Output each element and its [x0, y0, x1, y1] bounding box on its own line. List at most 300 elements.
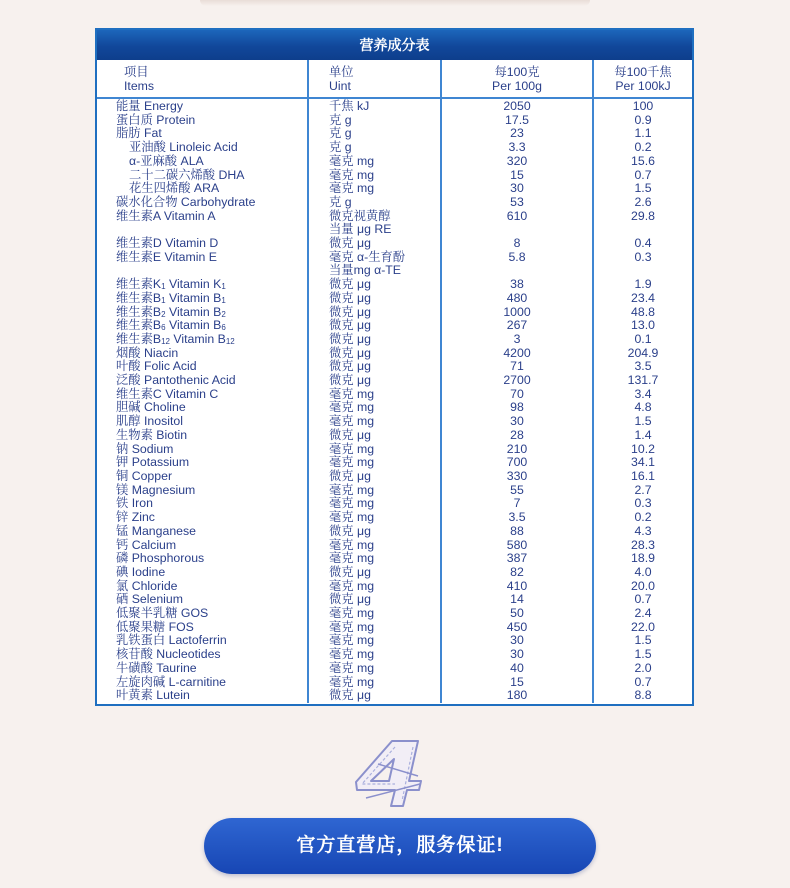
table-header [97, 60, 692, 98]
unit-text: 毫克 mg [329, 619, 375, 634]
value-per-100g: 28 [441, 429, 593, 443]
value-per-100kj: 13.0 [593, 319, 692, 333]
value-per-100kj: 29.8 [593, 210, 692, 237]
nutrient-name-text: 泛酸 Pantothenic Acid [116, 373, 236, 388]
unit-text: 毫克 mg [329, 455, 375, 470]
unit-text: 毫克 mg [329, 551, 375, 566]
nutrient-name [97, 607, 308, 621]
header-items-zh: 项目 [124, 64, 149, 79]
nutrient-name-text: 二十二碳六烯酸 DHA [129, 167, 245, 182]
nutrient-name [97, 196, 308, 210]
nutrient-name [97, 415, 308, 429]
nutrient-subscript: 2 [161, 309, 166, 319]
table-row [97, 196, 692, 210]
value-per-100kj: 1.5 [593, 182, 692, 196]
value-per-100g: 180 [441, 689, 593, 703]
unit-text: 毫克 mg [329, 633, 375, 648]
nutrient-name-text: 维生素B [116, 318, 162, 333]
table-body [97, 98, 692, 703]
unit-text: 毫克 mg [329, 510, 375, 525]
value-per-100kj: 10.2 [593, 443, 692, 457]
table-row [97, 497, 692, 511]
value-per-100kj: 2.6 [593, 196, 692, 210]
nutrient-name-text: 锰 Manganese [116, 523, 196, 538]
value-per-100g: 267 [441, 319, 593, 333]
nutrient-name-text: 叶酸 Folic Acid [116, 359, 197, 374]
value-per-100g: 4200 [441, 347, 593, 361]
nutrient-unit [308, 607, 441, 621]
unit-text: 毫克 mg [329, 153, 375, 168]
unit-text: 毫克 mg [329, 441, 375, 456]
nutrient-unit [308, 374, 441, 388]
value-per-100g: 320 [441, 155, 593, 169]
table-row [97, 607, 692, 621]
value-per-100kj: 0.3 [593, 497, 692, 511]
nutrient-name-text: 硒 Selenium [116, 592, 183, 607]
nutrient-subscript: 12 [225, 336, 235, 346]
value-per-100g: 3 [441, 333, 593, 347]
value-per-100g: 387 [441, 552, 593, 566]
unit-text: 微克 μg [329, 523, 371, 538]
nutrient-name [97, 210, 308, 237]
nutrient-name-en: Vitamin B [170, 331, 226, 346]
nutrient-name-text: 低聚果糖 FOS [116, 619, 194, 634]
value-per-100kj: 23.4 [593, 292, 692, 306]
value-per-100kj: 0.7 [593, 593, 692, 607]
value-per-100g: 15 [441, 676, 593, 690]
nutrient-unit [308, 415, 441, 429]
table-row [97, 182, 692, 196]
unit-text: 微克 μg [329, 468, 371, 483]
value-per-100kj: 2.0 [593, 662, 692, 676]
value-per-100g: 330 [441, 470, 593, 484]
table-row [97, 511, 692, 525]
unit-text: 微克 μg [329, 359, 371, 374]
nutrient-name-text: 锌 Zinc [116, 510, 155, 525]
header-unit-zh: 单位 [329, 64, 354, 79]
nutrient-unit [308, 580, 441, 594]
value-per-100g: 15 [441, 169, 593, 183]
value-per-100g: 88 [441, 525, 593, 539]
nutrition-table [97, 60, 692, 703]
table-row [97, 210, 692, 237]
value-per-100g: 14 [441, 593, 593, 607]
nutrient-name-text: 蛋白质 Protein [116, 112, 196, 127]
value-per-100g: 210 [441, 443, 593, 457]
value-per-100kj: 22.0 [593, 621, 692, 635]
nutrient-name [97, 470, 308, 484]
nutrient-unit [308, 525, 441, 539]
nutrient-name-text: 牛磺酸 Taurine [116, 660, 197, 675]
nutrient-unit [308, 306, 441, 320]
nutrient-name-text: 碘 Iodine [116, 564, 166, 579]
unit-text: 微克 μg [329, 290, 371, 305]
value-per-100g: 8 [441, 237, 593, 251]
value-per-100kj: 28.3 [593, 539, 692, 553]
nutrient-name-text: 钙 Calcium [116, 537, 177, 552]
value-per-100kj: 2.7 [593, 484, 692, 498]
unit-text: 毫克 mg [329, 400, 375, 415]
unit-text: 毫克 mg [329, 414, 375, 429]
nutrient-name [97, 141, 308, 155]
nutrient-unit [308, 127, 441, 141]
nutrient-name-text: 氯 Chloride [116, 578, 178, 593]
nutrient-name-text: 叶黄素 Lutein [116, 688, 190, 703]
table-row [97, 237, 692, 251]
nutrient-name-text: 花生四烯酸 ARA [129, 181, 220, 196]
nutrient-name-text: 乳铁蛋白 Lactoferrin [116, 633, 227, 648]
table-row [97, 319, 692, 333]
unit-text: 毫克 mg [329, 578, 375, 593]
nutrient-name-text: 左旋肉碱 L-carnitine [116, 674, 227, 689]
table-row [97, 278, 692, 292]
value-per-100kj: 8.8 [593, 689, 692, 703]
table-row [97, 374, 692, 388]
unit-text-line2: 当量 μg RE [329, 222, 392, 237]
table-row [97, 689, 692, 703]
value-per-100kj: 1.9 [593, 278, 692, 292]
nutrient-unit [308, 676, 441, 690]
nutrient-unit [308, 443, 441, 457]
value-per-100kj: 48.8 [593, 306, 692, 320]
unit-text: 微克 μg [329, 592, 371, 607]
value-per-100g: 30 [441, 182, 593, 196]
nutrient-name-en: Vitamin K [165, 277, 222, 292]
unit-text: 微克 μg [329, 564, 371, 579]
header-unit-en: Uint [329, 78, 351, 93]
value-per-100g: 3.5 [441, 511, 593, 525]
value-per-100kj: 34.1 [593, 456, 692, 470]
value-per-100g: 410 [441, 580, 593, 594]
table-row [97, 525, 692, 539]
nutrient-unit [308, 251, 441, 278]
header-per-100kj [593, 60, 692, 98]
value-per-100g: 2050 [441, 98, 593, 114]
nutrient-unit [308, 484, 441, 498]
table-row [97, 251, 692, 278]
unit-text: 微克 μg [329, 688, 371, 703]
unit-text: 毫克 mg [329, 647, 375, 662]
unit-text-line2: 当量mg α-TE [329, 263, 402, 278]
value-per-100g: 71 [441, 360, 593, 374]
value-per-100g: 70 [441, 388, 593, 402]
nutrient-unit [308, 278, 441, 292]
nutrient-name-en: Vitamin B [165, 318, 222, 333]
nutrient-unit [308, 539, 441, 553]
unit-text: 克 g [329, 194, 352, 209]
nutrient-name [97, 429, 308, 443]
official-store-button[interactable]: 官方直营店，服务保证! [204, 818, 596, 874]
nutrient-name [97, 251, 308, 278]
nutrient-subscript: 12 [161, 336, 170, 346]
nutrient-name [97, 98, 308, 114]
nutrient-name [97, 292, 308, 306]
nutrient-name [97, 182, 308, 196]
header-per-100g-zh: 每100克 [494, 64, 540, 79]
nutrient-unit [308, 689, 441, 703]
unit-text: 微克 μg [329, 331, 371, 346]
value-per-100kj: 0.1 [593, 333, 692, 347]
nutrient-unit [308, 662, 441, 676]
value-per-100g: 98 [441, 401, 593, 415]
nutrient-name [97, 593, 308, 607]
nutrient-subscript: 1 [221, 282, 226, 292]
stitched-number-4-icon [348, 738, 428, 810]
table-row [97, 347, 692, 361]
header-items [97, 60, 308, 98]
nutrient-name [97, 552, 308, 566]
unit-text: 毫克 mg [329, 674, 375, 689]
value-per-100g: 450 [441, 621, 593, 635]
table-row [97, 429, 692, 443]
nutrient-name [97, 580, 308, 594]
nutrient-name [97, 662, 308, 676]
table-row [97, 388, 692, 402]
value-per-100g: 30 [441, 634, 593, 648]
value-per-100kj: 4.0 [593, 566, 692, 580]
value-per-100kj: 3.4 [593, 388, 692, 402]
value-per-100kj: 1.5 [593, 415, 692, 429]
header-per-100g [441, 60, 593, 98]
nutrient-name [97, 360, 308, 374]
nutrient-name-text: 铁 Iron [116, 496, 153, 511]
unit-text: 克 g [329, 126, 352, 141]
table-row [97, 470, 692, 484]
nutrient-unit [308, 210, 441, 237]
unit-text: 毫克 mg [329, 482, 375, 497]
nutrient-name-text: 维生素B [116, 304, 162, 319]
nutrient-subscript: 1 [161, 295, 166, 305]
nutrient-unit [308, 648, 441, 662]
nutrient-subscript: 1 [161, 282, 166, 292]
value-per-100g: 50 [441, 607, 593, 621]
value-per-100kj: 0.3 [593, 251, 692, 278]
value-per-100kj: 0.7 [593, 169, 692, 183]
nutrient-name-text: 能量 Energy [116, 99, 183, 113]
unit-text: 克 g [329, 140, 352, 155]
nutrient-unit [308, 196, 441, 210]
nutrient-name [97, 456, 308, 470]
value-per-100kj: 0.2 [593, 141, 692, 155]
table-row [97, 360, 692, 374]
table-row [97, 456, 692, 470]
unit-text: 微克 μg [329, 236, 371, 251]
nutrient-unit [308, 401, 441, 415]
nutrient-name-text: 核苷酸 Nucleotides [116, 647, 221, 662]
unit-text: 毫克 mg [329, 660, 375, 675]
nutrient-unit [308, 141, 441, 155]
nutrient-unit [308, 360, 441, 374]
nutrient-name-en: Vitamin B [165, 290, 222, 305]
nutrient-unit [308, 470, 441, 484]
header-per-100kj-en: Per 100kJ [615, 78, 671, 93]
nutrient-name-text: 维生素D Vitamin D [116, 236, 219, 251]
nutrient-name-text: 低聚半乳糖 GOS [116, 606, 209, 621]
value-per-100kj: 0.7 [593, 676, 692, 690]
nutrient-unit [308, 593, 441, 607]
unit-text: 微克 μg [329, 345, 371, 360]
nutrient-unit [308, 319, 441, 333]
nutrient-unit [308, 347, 441, 361]
value-per-100kj: 16.1 [593, 470, 692, 484]
value-per-100g: 610 [441, 210, 593, 237]
table-row [97, 484, 692, 498]
panel-title: 营养成分表 [97, 30, 692, 60]
nutrition-panel [95, 28, 694, 706]
nutrient-name [97, 237, 308, 251]
unit-text: 微克 μg [329, 318, 371, 333]
nutrient-name-text: 生物素 Biotin [116, 427, 188, 442]
nutrient-name-text: 铜 Copper [116, 468, 173, 483]
nutrient-unit [308, 456, 441, 470]
value-per-100kj: 4.8 [593, 401, 692, 415]
nutrient-unit [308, 429, 441, 443]
unit-text: 毫克 mg [329, 167, 375, 182]
unit-text: 微克 μg [329, 277, 371, 292]
nutrient-name [97, 689, 308, 703]
nutrient-unit [308, 237, 441, 251]
value-per-100g: 580 [441, 539, 593, 553]
nutrient-unit [308, 511, 441, 525]
nutrient-name-text: 钾 Potassium [116, 455, 190, 470]
nutrient-name-text: 维生素K [116, 277, 162, 292]
nutrient-subscript: 6 [221, 323, 226, 333]
value-per-100kj: 204.9 [593, 347, 692, 361]
nutrient-name-en: Vitamin B [165, 304, 222, 319]
nutrient-name-text: 维生素E Vitamin E [116, 249, 217, 264]
nutrient-unit [308, 182, 441, 196]
value-per-100kj: 0.2 [593, 511, 692, 525]
nutrient-subscript: 6 [161, 323, 166, 333]
nutrient-name-text: 维生素B [116, 290, 162, 305]
nutrient-name [97, 374, 308, 388]
table-row [97, 415, 692, 429]
table-row [97, 155, 692, 169]
unit-text: 微克视黄醇 [329, 208, 391, 223]
table-row [97, 580, 692, 594]
unit-text: 毫克 mg [329, 496, 375, 511]
nutrient-unit [308, 621, 441, 635]
value-per-100g: 23 [441, 127, 593, 141]
value-per-100kj: 1.5 [593, 634, 692, 648]
table-row [97, 141, 692, 155]
header-unit [308, 60, 441, 98]
table-row [97, 593, 692, 607]
value-per-100g: 30 [441, 648, 593, 662]
top-shadow [200, 0, 590, 6]
nutrient-unit [308, 634, 441, 648]
nutrient-unit [308, 497, 441, 511]
table-row [97, 662, 692, 676]
table-row [97, 552, 692, 566]
value-per-100kj: 1.1 [593, 127, 692, 141]
nutrient-name-text: 镁 Magnesium [116, 482, 196, 497]
header-per-100kj-zh: 每100千焦 [614, 64, 672, 79]
value-per-100kj: 0.9 [593, 114, 692, 128]
nutrient-name [97, 648, 308, 662]
value-per-100kj: 4.3 [593, 525, 692, 539]
value-per-100g: 53 [441, 196, 593, 210]
nutrient-unit [308, 114, 441, 128]
unit-text: 毫克 mg [329, 537, 375, 552]
table-row [97, 333, 692, 347]
nutrient-name-text: α-亚麻酸 ALA [129, 153, 204, 168]
nutrient-unit [308, 292, 441, 306]
nutrient-name-text: 胆碱 Choline [116, 400, 186, 415]
value-per-100g: 82 [441, 566, 593, 580]
header-per-100g-en: Per 100g [492, 78, 542, 93]
value-per-100g: 1000 [441, 306, 593, 320]
value-per-100kj: 18.9 [593, 552, 692, 566]
value-per-100g: 480 [441, 292, 593, 306]
table-row [97, 566, 692, 580]
nutrient-name-text: 维生素C Vitamin C [116, 386, 219, 401]
nutrient-unit [308, 98, 441, 114]
unit-text: 克 g [329, 112, 352, 127]
nutrient-name [97, 347, 308, 361]
nutrient-unit [308, 566, 441, 580]
unit-text: 微克 μg [329, 373, 371, 388]
value-per-100kj: 3.5 [593, 360, 692, 374]
nutrient-name-text: 维生素A Vitamin A [116, 208, 216, 223]
table-row [97, 292, 692, 306]
value-per-100g: 30 [441, 415, 593, 429]
nutrient-unit [308, 333, 441, 347]
table-row [97, 98, 692, 114]
table-row [97, 648, 692, 662]
unit-text: 微克 μg [329, 304, 371, 319]
nutrient-name-text: 钠 Sodium [116, 441, 174, 456]
value-per-100g: 3.3 [441, 141, 593, 155]
value-per-100kj: 131.7 [593, 374, 692, 388]
unit-text: 毫克 α-生育酚 [329, 249, 406, 264]
unit-text: 千焦 kJ [329, 99, 370, 113]
table-row [97, 401, 692, 415]
value-per-100g: 2700 [441, 374, 593, 388]
unit-text: 毫克 mg [329, 386, 375, 401]
nutrient-unit [308, 552, 441, 566]
nutrient-unit [308, 155, 441, 169]
value-per-100g: 55 [441, 484, 593, 498]
nutrient-name [97, 333, 308, 347]
nutrient-name-text: 肌醇 Inositol [116, 414, 183, 429]
value-per-100g: 40 [441, 662, 593, 676]
value-per-100g: 38 [441, 278, 593, 292]
value-per-100kj: 2.4 [593, 607, 692, 621]
nutrient-name-text: 烟酸 Niacin [116, 345, 179, 360]
value-per-100g: 7 [441, 497, 593, 511]
unit-text: 微克 μg [329, 427, 371, 442]
nutrient-name [97, 278, 308, 292]
value-per-100kj: 100 [593, 98, 692, 114]
value-per-100g: 17.5 [441, 114, 593, 128]
nutrient-name [97, 319, 308, 333]
nutrient-name-text: 维生素B [116, 331, 162, 346]
nutrient-subscript: 2 [221, 309, 226, 319]
value-per-100g: 700 [441, 456, 593, 470]
nutrient-name [97, 155, 308, 169]
nutrient-unit [308, 388, 441, 402]
nutrient-subscript: 1 [221, 295, 226, 305]
nutrient-name-text: 磷 Phosphorous [116, 551, 205, 566]
table-row [97, 114, 692, 128]
value-per-100kj: 1.5 [593, 648, 692, 662]
nutrient-name [97, 525, 308, 539]
value-per-100kj: 0.4 [593, 237, 692, 251]
value-per-100g: 5.8 [441, 251, 593, 278]
nutrient-name-text: 亚油酸 Linoleic Acid [129, 140, 238, 155]
nutrient-name [97, 511, 308, 525]
